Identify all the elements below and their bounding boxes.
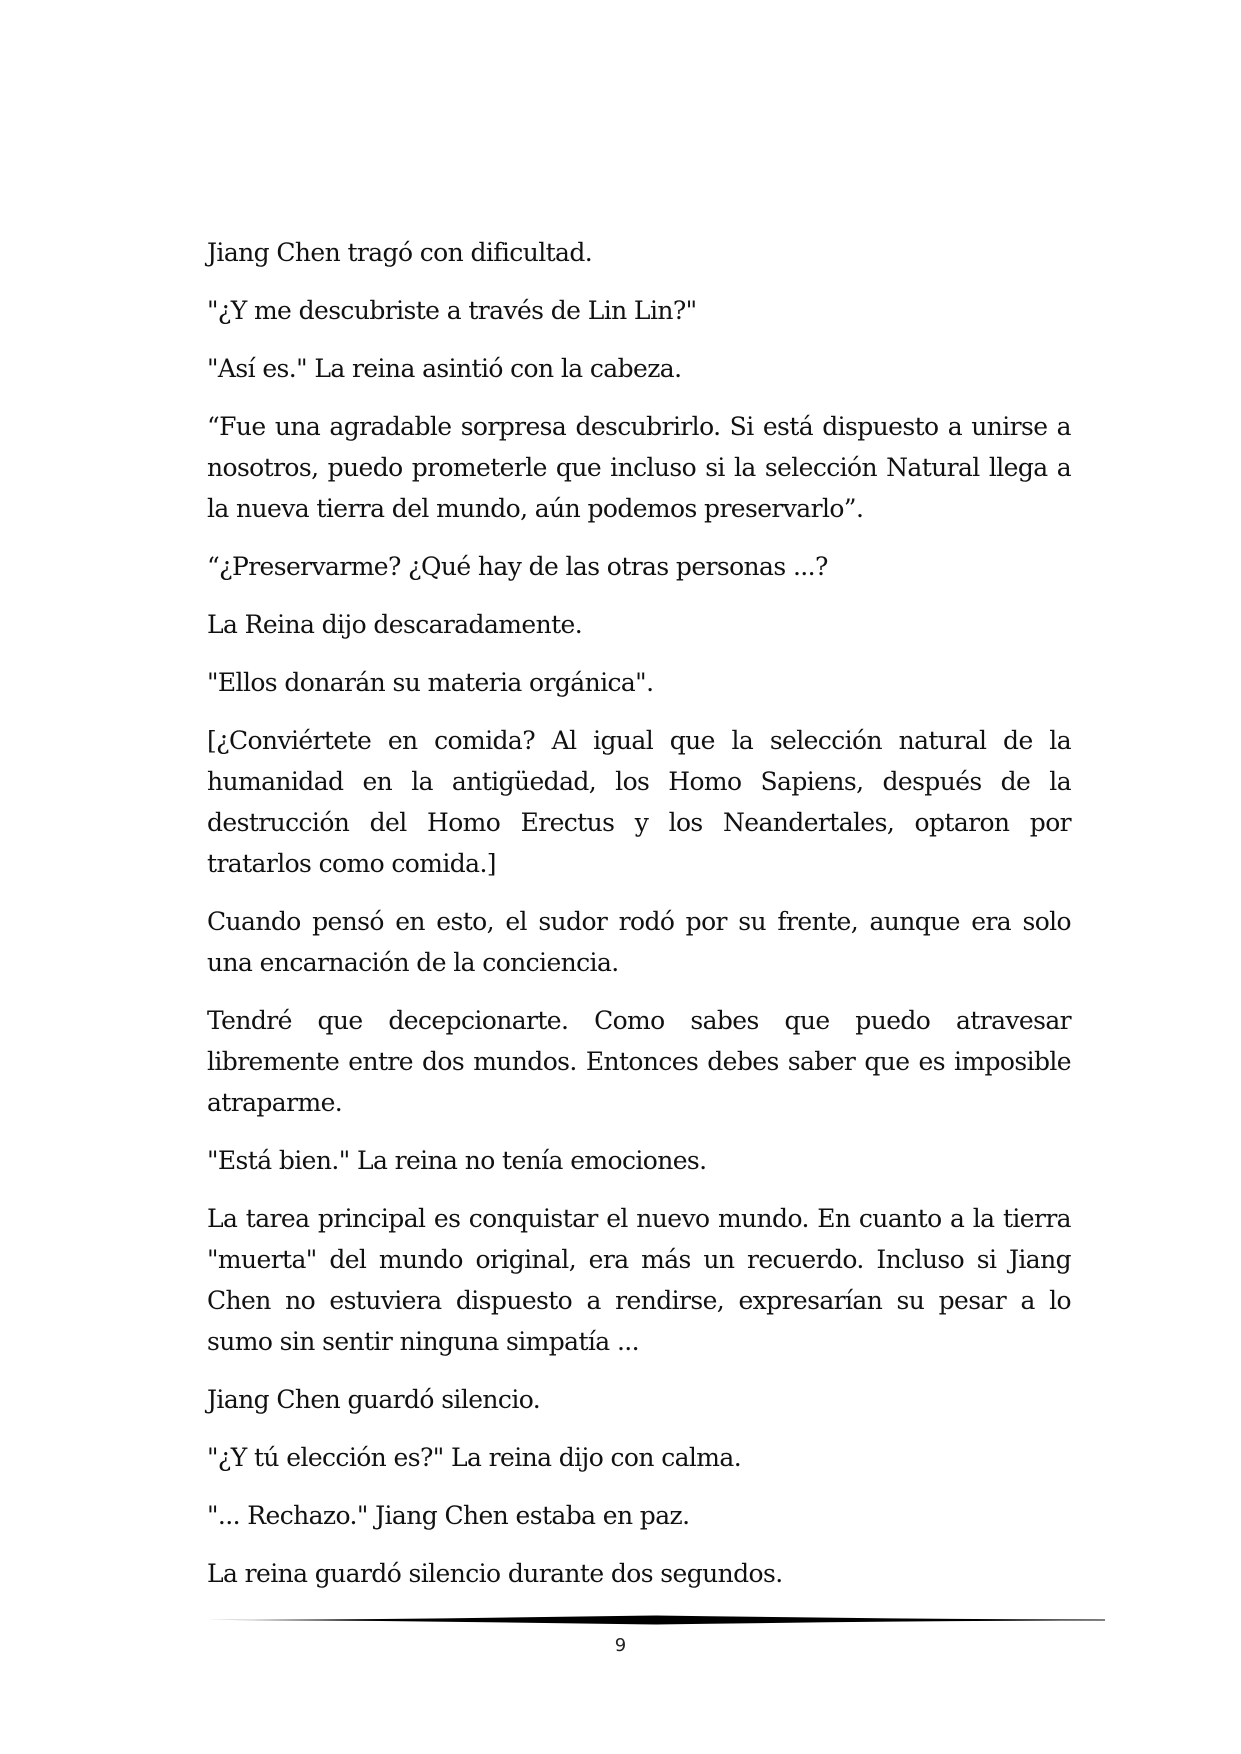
paragraph: Cuando pensó en esto, el sudor rodó por su frente, aunque era solo una encarnación de la conciencia.: [207, 907, 1071, 977]
body-text: [207, 232, 1071, 1611]
paragraph: “Fue una agradable sorpresa descubrirlo. Si está dispuesto a unirse a nosotros, puedo prometerle que incluso si la selección Natural llega a la nueva tierra del mundo, aún podemos preservarlo”.: [207, 412, 1071, 523]
paragraph: La tarea principal es conquistar el nuevo mundo. En cuanto a la tierra "muerta" del mundo original, era más un recuerdo. Incluso si Jiang Chen no estuviera dispuesto a rendirse, expresarían su pesar a lo sumo sin sentir ninguna simpatía ...: [207, 1204, 1071, 1356]
page-number: 9: [614, 1635, 627, 1656]
paragraph: "¿Y me descubriste a través de Lin Lin?": [207, 296, 697, 325]
paragraph: "Está bien." La reina no tenía emociones.: [207, 1146, 707, 1175]
paragraph: [¿Conviértete en comida? Al igual que la selección natural de la humanidad en la antigüedad, los Homo Sapiens, después de la destrucción del Homo Erectus y los Neandertales, optaron por tratarlos como comida.]: [207, 726, 1071, 878]
paragraph: "¿Y tú elección es?" La reina dijo con calma.: [207, 1443, 742, 1472]
paragraph: La Reina dijo descaradamente.: [207, 610, 583, 639]
paragraph: "Así es." La reina asintió con la cabeza.: [207, 354, 682, 383]
paragraph: Jiang Chen tragó con dificultad.: [207, 238, 593, 267]
paragraph: "... Rechazo." Jiang Chen estaba en paz.: [207, 1501, 690, 1530]
paragraph: “¿Preservarme? ¿Qué hay de las otras personas ...?: [207, 552, 828, 581]
paragraph: Tendré que decepcionarte. Como sabes que puedo atravesar libremente entre dos mundos. Entonces debes saber que es imposible atraparme.: [207, 1006, 1071, 1117]
footer-divider: [207, 1614, 1105, 1626]
paragraph: La reina guardó silencio durante dos segundos.: [207, 1559, 783, 1588]
paragraph: Jiang Chen guardó silencio.: [207, 1385, 541, 1414]
paragraph: "Ellos donarán su materia orgánica".: [207, 668, 654, 697]
